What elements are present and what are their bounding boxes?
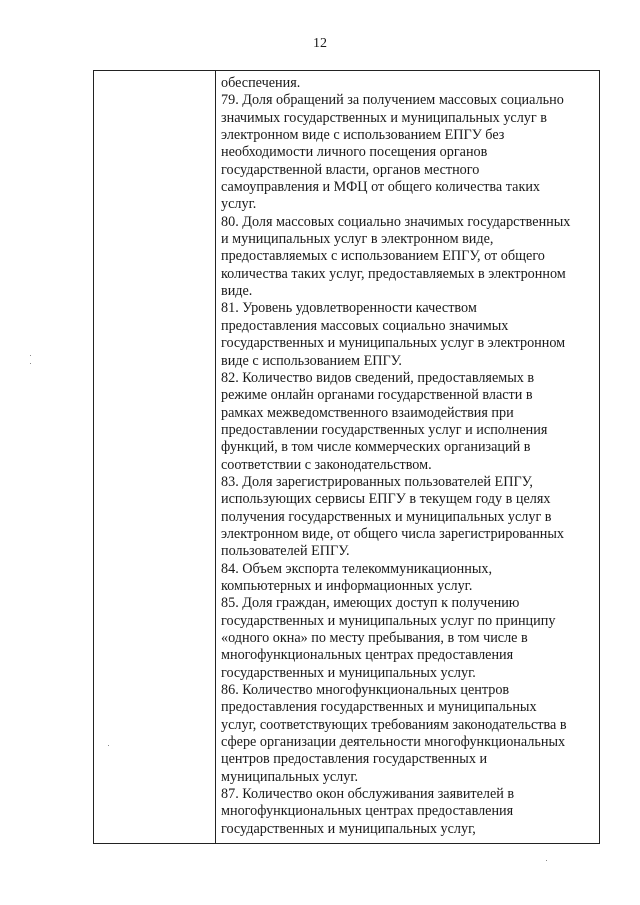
column-divider [215, 71, 216, 843]
indicator-table [93, 70, 600, 844]
table-text-line: многофункциональных центрах предоставления [221, 803, 514, 820]
table-text-line: государственной власти, органов местного [221, 161, 480, 178]
table-text-line: электронном виде, от общего числа зарегистрированных [221, 525, 565, 542]
table-text-line: рамках межведомственного взаимодействия при [221, 404, 514, 421]
scan-speck [30, 363, 31, 364]
table-text-line: необходимости личного посещения органов [221, 144, 488, 161]
table-right-column [221, 75, 595, 843]
table-text-line: самоуправления и МФЦ от общего количества таких [221, 179, 541, 196]
table-text-line: 79. Доля обращений за получением массовых социально [221, 92, 564, 109]
table-text-line: 84. Объем экспорта телекоммуникационных, [221, 560, 493, 577]
table-left-column [94, 71, 215, 843]
table-text-line: 82. Количество видов сведений, предоставляемых в [221, 369, 535, 386]
table-text-line: количества таких услуг, предоставляемых в электронном [221, 265, 566, 282]
table-text-line: значимых государственных и муниципальных услуг в [221, 109, 547, 126]
table-text-line: виде. [221, 283, 253, 300]
table-text-line: пользователей ЕПГУ. [221, 543, 350, 560]
scan-speck [546, 860, 547, 861]
table-text-line: «одного окна» по месту пребывания, в том числе в [221, 630, 528, 646]
table-text-line: использующих сервисы ЕПГУ в текущем году в целях [221, 491, 551, 508]
table-text-line: услуг. [221, 196, 257, 213]
table-text-line: многофункциональных центрах предоставления [221, 647, 514, 664]
table-text-line: государственных и муниципальных услуг по принципу [221, 612, 556, 629]
page-number: 12 [313, 36, 327, 51]
table-text-line: государственных и муниципальных услуг, [221, 820, 476, 837]
table-text-line: получения государственных и муниципальных услуг в [221, 508, 552, 525]
table-text-line: услуг, соответствующих требованиям законодательства в [221, 716, 567, 733]
table-text-line: государственных и муниципальных услуг в электронном [221, 335, 566, 352]
table-text-line: функций, в том числе коммерческих организаций в [221, 439, 531, 456]
table-text-line: центров предоставления государственных и [221, 751, 488, 768]
table-text-line: 81. Уровень удовлетворенности качеством [221, 300, 477, 317]
table-text-line: предоставления массовых социально значимых [221, 317, 509, 334]
table-text-line: виде с использованием ЕПГУ. [221, 352, 402, 369]
table-text-line: режиме онлайн органами государственной власти в [221, 387, 533, 404]
table-text-line: обеспечения. [221, 75, 301, 91]
table-text-line: 80. Доля массовых социально значимых государственных [221, 213, 571, 230]
table-text-line: муниципальных услуг. [221, 768, 359, 785]
table-text-line: компьютерных и информационных услуг. [221, 577, 473, 594]
table-text-line: предоставления государственных и муниципальных [221, 699, 537, 716]
table-text-line: электронном виде с использованием ЕПГУ без [221, 127, 505, 144]
table-text-line: соответствии с законодательством. [221, 456, 432, 473]
table-text-line: сфере организации деятельности многофункциональных [221, 734, 566, 751]
table-text-line: 86. Количество многофункциональных центров [221, 682, 510, 699]
scan-speck [30, 355, 31, 356]
table-text-line: 85. Доля граждан, имеющих доступ к получению [221, 595, 520, 612]
table-text-line: предоставлении государственных услуг и исполнения [221, 421, 548, 438]
table-text-line: и муниципальных услуг в электронном виде, [221, 231, 494, 248]
table-text-line: предоставляемых с использованием ЕПГУ, от общего [221, 248, 545, 265]
table-text-line: 87. Количество окон обслуживания заявителей в [221, 786, 515, 803]
table-text-line: 83. Доля зарегистрированных пользователей ЕПГУ, [221, 473, 533, 490]
table-text-line: государственных и муниципальных услуг. [221, 664, 476, 681]
scan-speck [108, 745, 109, 746]
